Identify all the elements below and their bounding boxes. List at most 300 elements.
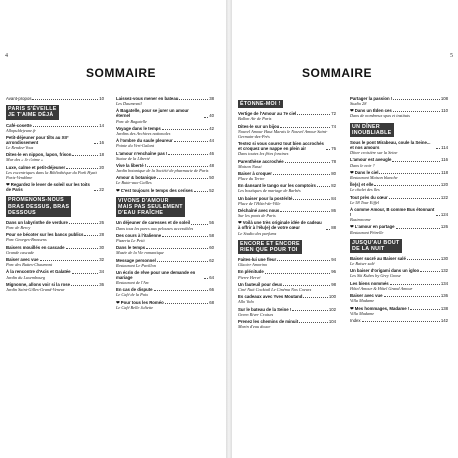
toc-entry[interactable] bbox=[116, 96, 214, 106]
toc-entry-title: Amour & botanique bbox=[116, 175, 156, 181]
toc-entry-page: 14 bbox=[99, 122, 104, 128]
toc-entry-page: 40 bbox=[209, 113, 214, 119]
toc-entry-page: 32 bbox=[99, 257, 104, 263]
toc-entry[interactable] bbox=[350, 256, 448, 266]
toc-entry[interactable] bbox=[6, 257, 104, 267]
toc-entry[interactable] bbox=[350, 281, 448, 291]
toc-entry-venue: Hôtel Amour & Hôtel Grand Amour bbox=[350, 285, 413, 291]
page-number: 5 bbox=[450, 53, 453, 59]
toc-entry-title: Un déjeuner de caresses et de soleil bbox=[116, 220, 191, 226]
toc-entry[interactable] bbox=[6, 152, 104, 162]
toc-entry-page: 124 bbox=[440, 212, 448, 218]
toc-entry[interactable] bbox=[238, 141, 336, 156]
section-heading bbox=[116, 197, 185, 218]
toc-entry-title: En cas de dispute bbox=[116, 287, 153, 293]
toc-entry-title: Baiser à croquer bbox=[238, 170, 272, 176]
toc-entry[interactable] bbox=[238, 111, 336, 121]
dot-leader bbox=[273, 174, 330, 175]
page-title: SOMMAIRE bbox=[302, 66, 372, 80]
dot-leader bbox=[84, 235, 98, 236]
section-heading-line: ENCORE ET ENCORE bbox=[240, 240, 300, 247]
toc-entry-venue: Dans toutes les fêtes foraines bbox=[238, 151, 289, 157]
toc-entry[interactable] bbox=[238, 282, 336, 292]
toc-entry-venue: Marin d'eau douce bbox=[238, 324, 271, 330]
toc-entry-page: 68 bbox=[209, 299, 214, 305]
toc-entry-page: 120 bbox=[440, 182, 448, 188]
toc-entry-venue: Le Rendez-Vous bbox=[6, 145, 34, 151]
dot-leader bbox=[407, 259, 440, 260]
toc-entry-venue: Le chalet des îles bbox=[350, 187, 380, 193]
toc-entry-page: 22 bbox=[99, 187, 104, 193]
toc-entry[interactable] bbox=[6, 135, 104, 150]
toc-entry-row bbox=[6, 135, 104, 145]
toc-entry[interactable] bbox=[350, 268, 448, 278]
toc-entry-venue: Le Baiser salé bbox=[350, 261, 375, 267]
dot-leader bbox=[393, 111, 440, 112]
toc-entry[interactable] bbox=[238, 269, 336, 279]
dot-leader bbox=[393, 99, 440, 100]
toc-entry-title: ❤ Pour tous les Roméo bbox=[116, 299, 164, 305]
toc-entry[interactable] bbox=[6, 245, 104, 255]
section-heading-line: ÉTONNE-MOI ! bbox=[240, 101, 281, 107]
toc-entry-title: Partager la passion ! bbox=[350, 96, 393, 101]
toc-entry-title: Mignonne, allons voir si la rose bbox=[6, 281, 70, 287]
dot-leader bbox=[292, 310, 328, 311]
toc-entry-page: 86 bbox=[331, 208, 336, 214]
section-heading bbox=[350, 123, 394, 137]
toc-entry-venue: Statue de la Liberté bbox=[116, 155, 150, 161]
dot-leader bbox=[165, 303, 208, 304]
dot-leader bbox=[436, 148, 440, 149]
toc-entry-venue: Le Café de la Paix bbox=[116, 292, 148, 298]
toc-entry[interactable] bbox=[6, 96, 104, 101]
toc-entry[interactable] bbox=[6, 123, 104, 133]
section-heading-line: RIEN QUE POUR TOI bbox=[240, 246, 298, 253]
toc-entry-venue: Villa Madame bbox=[350, 310, 375, 316]
toc-entry-page: 20 bbox=[99, 164, 104, 170]
toc-entry-page: 30 bbox=[99, 244, 104, 250]
toc-entry-title: Baiser sucré au Baiser salé bbox=[350, 256, 406, 261]
toc-entry-page: 100 bbox=[328, 294, 336, 300]
dot-leader bbox=[94, 143, 98, 144]
dot-leader bbox=[32, 99, 98, 100]
section-heading bbox=[350, 239, 402, 253]
toc-entry-page: 136 bbox=[440, 293, 448, 299]
toc-entry-title: Pour se bécoter sur les bancs publics bbox=[6, 232, 84, 238]
toc-entry-venue: Le 58 Tour Eiffel bbox=[350, 199, 380, 205]
toc-entry[interactable] bbox=[6, 220, 104, 230]
dot-leader bbox=[146, 248, 208, 249]
dot-leader bbox=[299, 322, 328, 323]
toc-entry-venue: Dans tous les parcs aux pelouses accessibles bbox=[116, 225, 194, 231]
section-heading-line: UN DÎNER bbox=[352, 123, 381, 130]
toc-entry-title: ❤ Voilà une très originale idée de cadeau à offrir à l'élu(e) de votre cœur bbox=[238, 220, 322, 231]
toc-entry-title: Vertige de l'Amour au 7e ciel bbox=[238, 111, 297, 117]
section-header bbox=[116, 197, 214, 218]
toc-entry-page: 58 bbox=[209, 232, 214, 238]
toc-entry[interactable] bbox=[116, 300, 214, 310]
toc-entry-venue: Nouvel Amour Haut Marais le Nouvel Amour Saint-Germain-des-Prés bbox=[238, 128, 328, 139]
toc-entry[interactable] bbox=[350, 306, 448, 316]
toc-entry-row bbox=[350, 318, 448, 323]
toc-entry[interactable] bbox=[350, 170, 448, 180]
toc-entry-page: 56 bbox=[209, 220, 214, 226]
toc-entry[interactable] bbox=[116, 163, 214, 173]
toc-entry-title: À la rencontre d'Acis et Galatée bbox=[6, 269, 71, 275]
toc-entry-page: 60 bbox=[209, 245, 214, 251]
toc-entry-page: 48 bbox=[209, 162, 214, 168]
dot-leader bbox=[293, 199, 330, 200]
dot-leader bbox=[71, 285, 98, 286]
toc-entry[interactable] bbox=[116, 138, 214, 148]
section-heading-line: INOUBLIABLE bbox=[352, 129, 392, 136]
toc-entry-page: 28 bbox=[99, 232, 104, 238]
toc-entry-row bbox=[238, 220, 336, 230]
toc-entry-venue: Restaurant Le Pavillon bbox=[116, 262, 156, 268]
toc-entry[interactable] bbox=[350, 140, 448, 155]
toc-entry[interactable] bbox=[350, 224, 448, 234]
section-heading bbox=[238, 100, 283, 108]
toc-entry-title: Dites-le sur un bijou bbox=[238, 123, 280, 129]
toc-entry-page: 82 bbox=[331, 183, 336, 189]
dot-leader bbox=[285, 162, 331, 163]
toc-entry[interactable] bbox=[350, 182, 448, 192]
toc-entry-venue: Allo Valo bbox=[238, 299, 254, 305]
toc-entry-page: 18 bbox=[99, 152, 104, 158]
toc-entry-venue: Parc de Bercy bbox=[6, 225, 31, 231]
toc-entry-venue: Glacier Amorino bbox=[238, 262, 268, 268]
toc-entry[interactable] bbox=[6, 182, 104, 192]
toc-entry-title: Déchaîné avec nous bbox=[238, 208, 280, 214]
section-heading-line: VIVONS D'AMOUR bbox=[118, 197, 169, 204]
toc-entry[interactable] bbox=[6, 282, 104, 292]
toc-entry-page: 94 bbox=[331, 257, 336, 263]
toc-entry-page: 102 bbox=[328, 306, 336, 312]
toc-entry-page: 52 bbox=[209, 187, 214, 193]
toc-entry-title: ❤ L'amour en partage bbox=[350, 224, 395, 230]
toc-entry-venue: Pointe du Vert-Galant bbox=[116, 143, 154, 149]
toc-entry-venue: Ciné Nuit Cocktail Le Cinéma Nos Coeurs bbox=[238, 286, 312, 292]
toc-entry-venue: Musée de la Vie romantique bbox=[116, 250, 164, 256]
dot-leader bbox=[389, 198, 440, 199]
toc-entry-title: En dansant le tango sur les comptoirs bbox=[238, 183, 316, 189]
dot-leader bbox=[69, 223, 98, 224]
toc-entry-row bbox=[6, 182, 104, 192]
toc-entry[interactable] bbox=[350, 96, 448, 106]
dot-leader bbox=[317, 186, 330, 187]
toc-entry[interactable] bbox=[6, 165, 104, 180]
toc-entry-venue: Grande cascade bbox=[6, 249, 35, 255]
toc-entry-title: Sur le bateau de la Seine ! bbox=[238, 306, 292, 312]
toc-entry-title: Sous le pont Mirabeau, coule la Seine... et nos amours bbox=[350, 139, 431, 151]
toc-entry-page: 122 bbox=[440, 194, 448, 200]
toc-entry-title: Faites-lui une fleur bbox=[238, 257, 277, 263]
toc-entry-page: 138 bbox=[440, 305, 448, 311]
dot-leader bbox=[33, 126, 98, 127]
toc-entry[interactable] bbox=[116, 233, 214, 243]
dot-leader bbox=[374, 185, 439, 186]
toc-entry-title: Es cadeaux avec Yves Moutand bbox=[238, 294, 303, 300]
dot-leader bbox=[94, 190, 98, 191]
toc-entry-title: Des cours à l'italienne bbox=[116, 232, 162, 238]
section-heading bbox=[238, 240, 302, 254]
toc-entry-title: ❤ Dans le ciel bbox=[350, 169, 379, 175]
toc-entry-title: ❤ Mes hommages, Madame ! bbox=[350, 305, 410, 311]
dot-leader bbox=[436, 215, 440, 216]
toc-entry[interactable] bbox=[350, 108, 448, 118]
toc-entry-page: 76 bbox=[331, 146, 336, 152]
toc-entry-venue: Le Studio des parfums bbox=[238, 230, 277, 236]
toc-entry[interactable] bbox=[116, 108, 214, 123]
dot-leader bbox=[420, 271, 440, 272]
toc-entry[interactable] bbox=[350, 207, 448, 222]
toc-entry[interactable] bbox=[350, 293, 448, 303]
toc-entry[interactable] bbox=[116, 151, 214, 161]
dot-leader bbox=[265, 273, 330, 274]
toc-entry-page: 114 bbox=[441, 145, 448, 151]
toc-entry-title: Voyage dans le temps bbox=[116, 125, 161, 131]
dot-leader bbox=[174, 141, 209, 142]
toc-entry-venue: Jardin botanique de la Société de pharmacie de Paris bbox=[116, 168, 209, 174]
section-heading-line: PROMENONS-NOUS bbox=[8, 197, 64, 204]
section-header bbox=[350, 123, 448, 137]
toc-entry-venue: Les boutiques de mariage de Barbès bbox=[238, 188, 301, 194]
toc-entry-venue: Les Ski Kubes by Grey Goose bbox=[350, 273, 401, 279]
toc-entry-page: 116 bbox=[441, 157, 448, 163]
dot-leader bbox=[157, 261, 208, 262]
toc-entry-venue: Dîner croisière sur la Seine bbox=[350, 150, 398, 156]
section-heading-line: DE LA NUIT bbox=[352, 245, 385, 252]
section-header bbox=[238, 100, 336, 108]
toc-entry-venue: Les excentriques dans la Bibliothèque du Park Hyatt Paris-Vendôme bbox=[6, 169, 97, 180]
toc-entry[interactable] bbox=[238, 294, 336, 304]
toc-entry[interactable] bbox=[116, 287, 214, 297]
dot-leader bbox=[168, 154, 208, 155]
toc-entry[interactable] bbox=[116, 270, 214, 285]
toc-entry-title: À l'ombre du saule pleureur bbox=[116, 138, 173, 144]
toc-entry-title: Les biens nommés bbox=[350, 280, 389, 286]
toc-entry-venue: Parc des Buttes-Chaumont bbox=[6, 262, 53, 268]
toc-entry[interactable] bbox=[116, 188, 214, 193]
toc-entry-venue: Pierre Hervé bbox=[238, 274, 261, 280]
toc-entry[interactable] bbox=[238, 196, 336, 206]
toc-entry-page: 80 bbox=[331, 170, 336, 176]
toc-entry-title: Dites-le en nippon, lapon, frison bbox=[6, 152, 72, 158]
toc-entry-venue: Restaurant Pétrelle bbox=[350, 229, 384, 235]
toc-entry-title: Message personnel bbox=[116, 257, 156, 263]
toc-entry-page: 108 bbox=[440, 96, 448, 101]
toc-entry-row bbox=[116, 108, 214, 118]
toc-entry-page: 44 bbox=[209, 138, 214, 144]
toc-entry-venue: Bustronome bbox=[350, 217, 371, 223]
toc-entry-row bbox=[6, 96, 104, 101]
dot-leader bbox=[204, 278, 208, 279]
toc-entry-venue: Studio 28 bbox=[350, 101, 367, 107]
toc-column bbox=[238, 96, 336, 331]
section-header bbox=[350, 239, 448, 253]
toc-entry-page: 96 bbox=[331, 269, 336, 275]
section-header bbox=[6, 105, 104, 119]
toc-entry[interactable] bbox=[116, 126, 214, 136]
toc-entry[interactable] bbox=[238, 183, 336, 193]
section-heading-line: PARIS S'ÉVEILLE bbox=[8, 106, 57, 113]
toc-entry-row bbox=[116, 188, 214, 193]
dot-leader bbox=[362, 321, 440, 322]
toc-entry-title: ❤ Dans un Éden ces bbox=[350, 108, 392, 114]
toc-entry[interactable] bbox=[238, 307, 336, 317]
toc-entry-page: 84 bbox=[331, 195, 336, 201]
toc-entry-title: Un baiser pour la postérité bbox=[238, 195, 293, 201]
dot-leader bbox=[410, 309, 440, 310]
section-header bbox=[238, 240, 336, 254]
toc-column bbox=[116, 96, 214, 312]
toc-entry[interactable] bbox=[238, 124, 336, 139]
toc-entry-venue: Dans de nombreux spas et instituts bbox=[350, 113, 410, 119]
dot-leader bbox=[392, 161, 440, 162]
toc-entry[interactable] bbox=[350, 157, 448, 167]
toc-entry[interactable] bbox=[350, 195, 448, 205]
toc-entry-venue: Restaurant Maison blanche bbox=[350, 174, 398, 180]
section-heading bbox=[6, 196, 71, 217]
toc-entry-page: 74 bbox=[331, 123, 336, 129]
toc-entry-venue: Pizzeria Le Petit bbox=[116, 237, 145, 243]
toc-entry-page: 134 bbox=[440, 280, 448, 286]
toc-entry-page: 104 bbox=[328, 318, 336, 324]
toc-entry-page: 16 bbox=[99, 139, 104, 145]
toc-entry[interactable] bbox=[238, 319, 336, 329]
dot-leader bbox=[72, 155, 98, 156]
toc-entry-venue: Maison Nassi bbox=[238, 163, 262, 169]
toc-entry-page: 130 bbox=[440, 256, 448, 261]
page-number: 4 bbox=[5, 53, 8, 59]
dot-leader bbox=[66, 248, 99, 249]
toc-entry-page: 42 bbox=[209, 125, 214, 131]
toc-entry-page: 50 bbox=[209, 175, 214, 181]
toc-entry-venue: Les Daumesnil bbox=[116, 101, 142, 107]
toc-entry[interactable] bbox=[238, 220, 336, 235]
toc-entry-venue: Dans le noir ? bbox=[350, 162, 375, 168]
dot-leader bbox=[66, 168, 98, 169]
toc-entry[interactable] bbox=[238, 208, 336, 218]
toc-entry-title: Café-cosette bbox=[6, 122, 32, 128]
dot-leader bbox=[297, 114, 330, 115]
dot-leader bbox=[191, 224, 208, 225]
toc-entry-page: 46 bbox=[209, 150, 214, 156]
dot-leader bbox=[379, 173, 440, 174]
toc-entry-venue: Place du Tertre bbox=[238, 175, 265, 181]
right-page bbox=[232, 0, 458, 458]
dot-leader bbox=[280, 211, 330, 212]
left-page bbox=[0, 0, 226, 458]
dot-leader bbox=[283, 285, 330, 286]
toc-entry-title: Laissez-vous mener en bateau bbox=[116, 96, 179, 101]
toc-entry-row bbox=[116, 270, 214, 280]
toc-entry-page: 98 bbox=[331, 281, 336, 287]
toc-entry-venue: Mur des « Je t'aime » bbox=[6, 157, 44, 163]
toc-entry-title: Baiser avec vue bbox=[350, 293, 383, 299]
toc-column bbox=[6, 96, 104, 294]
toc-entry-title: Un écrin de rêve pour une demande en mariage bbox=[116, 269, 196, 281]
toc-entry-venue: Parc Georges-Brassens bbox=[6, 237, 47, 243]
toc-entry[interactable] bbox=[116, 220, 214, 230]
toc-entry-title: Île(s) et elle bbox=[350, 182, 374, 188]
toc-entry-title: Index bbox=[350, 317, 361, 323]
toc-entry-page: 88 bbox=[331, 225, 336, 231]
dot-leader bbox=[157, 178, 208, 179]
dot-leader bbox=[303, 297, 327, 298]
dot-leader bbox=[147, 166, 208, 167]
section-heading-line: MAIS PAS SEULEMENT bbox=[118, 204, 183, 211]
toc-entry-title: Baiser avec vue bbox=[6, 257, 39, 263]
toc-entry-row bbox=[350, 207, 448, 217]
toc-entry[interactable] bbox=[238, 171, 336, 181]
toc-entry-page: 110 bbox=[441, 108, 448, 114]
dot-leader bbox=[326, 229, 330, 230]
toc-entry-title: Un fauteuil pour deux bbox=[238, 281, 283, 287]
section-heading bbox=[6, 105, 59, 119]
toc-entry-row bbox=[238, 141, 336, 151]
toc-column bbox=[350, 96, 448, 325]
dot-leader bbox=[277, 260, 330, 261]
toc-entry-venue: Jardin Saint-Gilles-Grand-Veneur bbox=[6, 286, 65, 292]
toc-entry-title: Prenez les chemins de minuit bbox=[238, 318, 299, 324]
toc-entry[interactable] bbox=[350, 318, 448, 323]
section-heading-line: D'EAU FRAÎCHE bbox=[118, 210, 164, 217]
toc-entry-page: 64 bbox=[209, 275, 214, 281]
toc-entry-title: Baisers mouillés en cascade bbox=[6, 244, 65, 250]
toc-entry[interactable] bbox=[116, 258, 214, 268]
toc-entry-venue: Green River Cruises bbox=[238, 311, 274, 317]
toc-entry[interactable] bbox=[6, 269, 104, 279]
dot-leader bbox=[154, 290, 209, 291]
toc-entry[interactable] bbox=[116, 175, 214, 185]
toc-entry[interactable] bbox=[238, 159, 336, 169]
dot-leader bbox=[162, 129, 208, 130]
toc-entry-title: Dans un labyrinthe de verdure bbox=[6, 219, 68, 225]
toc-entry-page: 72 bbox=[331, 111, 336, 117]
dot-leader bbox=[194, 191, 208, 192]
section-heading-line: DESSOUS bbox=[8, 209, 37, 216]
toc-entry-title: Un baiser d'origami dans un igloo bbox=[350, 268, 420, 274]
toc-entry-title: Tout près du cœur bbox=[350, 194, 388, 200]
toc-entry-title: Parenthèse accrochée bbox=[238, 158, 284, 164]
toc-entry-page: 10 bbox=[99, 96, 104, 101]
toc-entry-title: Avant-propos bbox=[6, 96, 32, 101]
toc-entry-title: Vive la liberté ! bbox=[116, 162, 147, 168]
section-heading-line: BRAS DESSUS, BRAS bbox=[8, 203, 70, 210]
toc-entry-page: 34 bbox=[99, 269, 104, 275]
toc-entry-title: Dans le temps bbox=[116, 245, 146, 251]
toc-entry-venue: Jardins des Archives nationales bbox=[116, 130, 171, 136]
toc-entry-title: En plénitude bbox=[238, 269, 264, 275]
dot-leader bbox=[162, 236, 208, 237]
toc-entry-title: ❤ Regardez le lever de soleil sur les toits de Paris bbox=[6, 182, 90, 193]
toc-entry-page: 38 bbox=[209, 96, 214, 101]
dot-leader bbox=[280, 127, 330, 128]
toc-entry[interactable] bbox=[238, 257, 336, 267]
toc-entry-row bbox=[350, 140, 448, 150]
toc-entry-page: 36 bbox=[99, 281, 104, 287]
toc-entry-title: À Bagatelle, pour se jurer un amour éternel bbox=[116, 108, 189, 119]
toc-entry[interactable] bbox=[6, 232, 104, 242]
page-title: SOMMAIRE bbox=[86, 66, 156, 80]
toc-entry-page: 66 bbox=[209, 287, 214, 293]
dot-leader bbox=[40, 260, 99, 261]
toc-entry[interactable] bbox=[116, 245, 214, 255]
toc-entry-venue: Le Café Belle Juliette bbox=[116, 304, 154, 310]
dot-leader bbox=[179, 99, 208, 100]
toc-entry-title: ❤ C'est toujours le temps des cerises bbox=[116, 187, 193, 193]
